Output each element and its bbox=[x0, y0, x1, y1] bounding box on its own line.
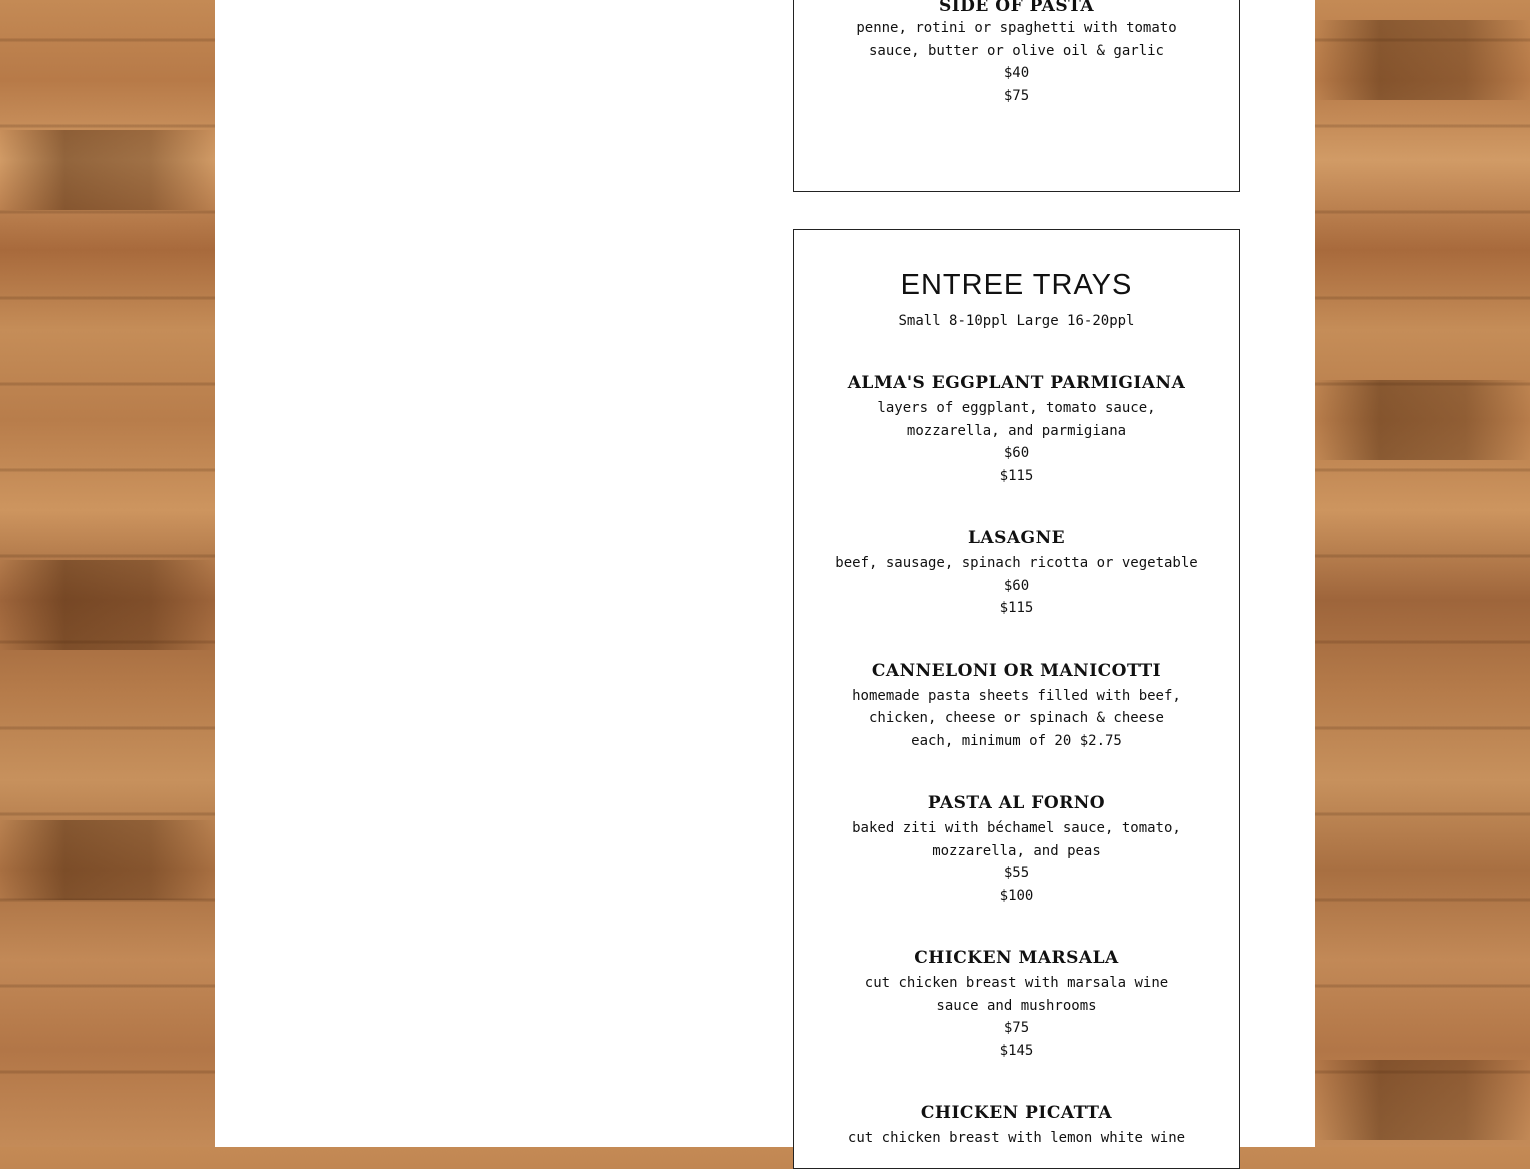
item-description: homemade pasta sheets filled with beef, chicken, cheese or spinach & cheese bbox=[852, 687, 1181, 726]
item-name: CANNELONI OR MANICOTTI bbox=[871, 660, 1162, 681]
wood-grain bbox=[1315, 1060, 1530, 1140]
menu-item bbox=[794, 947, 1239, 1062]
price-small: $55 bbox=[1003, 865, 1030, 881]
menu-item bbox=[794, 792, 1239, 907]
menu-item bbox=[794, 1102, 1239, 1150]
entree-trays-card bbox=[793, 229, 1240, 1169]
section-subtitle: Small 8-10ppl Large 16-20ppl bbox=[898, 313, 1135, 329]
price-small: $75 bbox=[1003, 1020, 1030, 1036]
item-name: PASTA AL FORNO bbox=[927, 793, 1106, 813]
section-title: ENTREE TRAYS bbox=[900, 269, 1133, 301]
item-description: cut chicken breast with marsala wine sauce and mushrooms bbox=[864, 975, 1169, 1014]
price-small: $40 bbox=[1003, 65, 1030, 81]
item-name-side-of-pasta: SIDE OF PASTA bbox=[938, 0, 1095, 16]
wood-grain bbox=[0, 130, 215, 210]
price-large: $145 bbox=[999, 1042, 1034, 1059]
price-each: each, minimum of 20 $2.75 bbox=[911, 732, 1122, 749]
side-pasta-card bbox=[793, 0, 1240, 192]
price-small: $60 bbox=[1003, 577, 1030, 594]
item-description: beef, sausage, spinach ricotta or vegetable bbox=[835, 555, 1198, 571]
wood-grain bbox=[1315, 20, 1530, 100]
item-name: CHICKEN PICATTA bbox=[920, 1103, 1113, 1123]
menu-item bbox=[794, 660, 1239, 753]
item-name: ALMA'S EGGPLANT PARMIGIANA bbox=[847, 373, 1186, 393]
page-content bbox=[215, 0, 1315, 1147]
item-description: penne, rotini or spaghetti with tomato sauce, butter or olive oil & garlic bbox=[856, 20, 1177, 59]
item-description: layers of eggplant, tomato sauce, mozzarella, and parmigiana bbox=[877, 400, 1156, 439]
price-large: $75 bbox=[1003, 87, 1030, 104]
wood-grain bbox=[0, 560, 215, 650]
wood-grain bbox=[0, 820, 215, 900]
price-large: $115 bbox=[999, 467, 1034, 484]
price-large: $100 bbox=[999, 887, 1034, 904]
price-small: $60 bbox=[1003, 445, 1030, 461]
menu-item bbox=[794, 527, 1239, 620]
price-large: $115 bbox=[999, 600, 1034, 616]
wood-grain bbox=[1315, 380, 1530, 460]
item-description: cut chicken breast with lemon white wine bbox=[847, 1130, 1186, 1146]
item-description: baked ziti with béchamel sauce, tomato, mozzarella, and peas bbox=[852, 820, 1181, 859]
menu-item bbox=[794, 372, 1239, 487]
item-name: LASAGNE bbox=[967, 528, 1066, 548]
item-name: CHICKEN MARSALA bbox=[914, 948, 1119, 968]
